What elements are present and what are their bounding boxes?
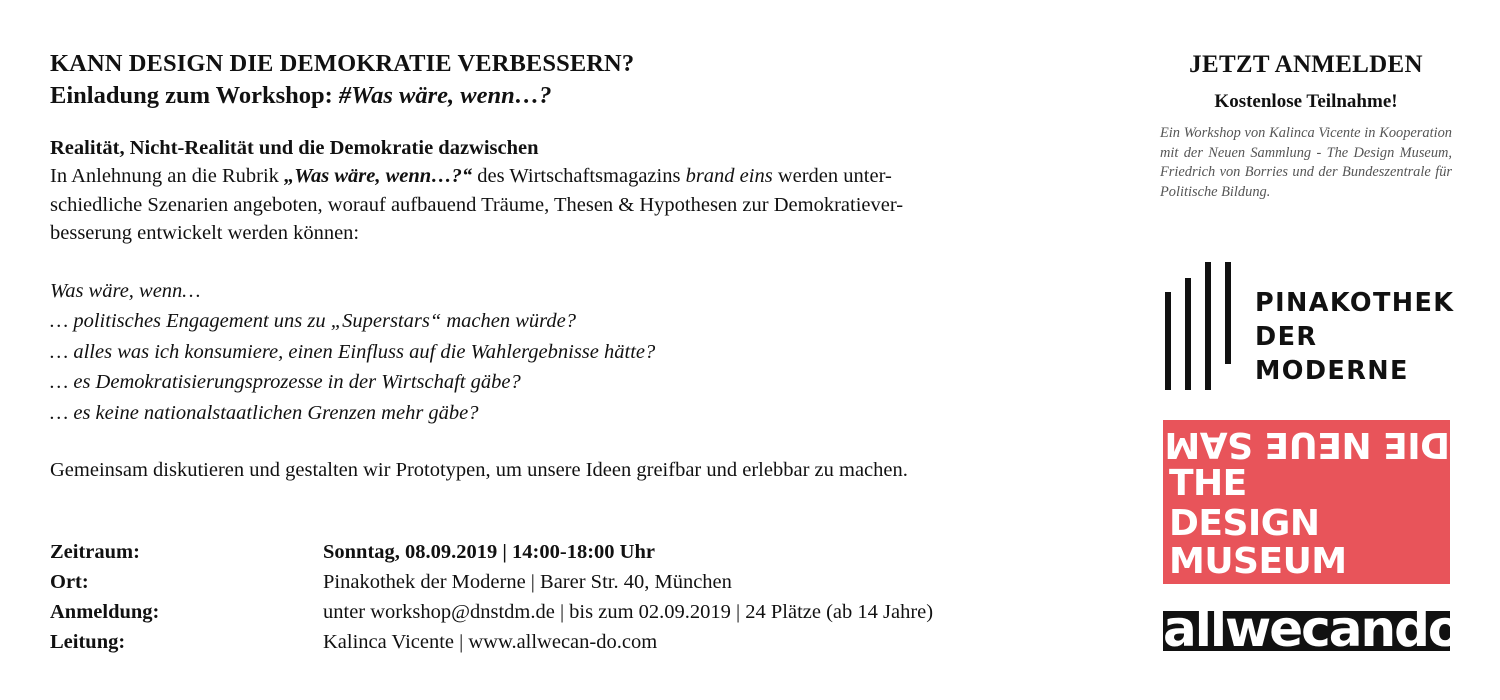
detail-row-location [50,567,1130,597]
page-title: KANN DESIGN DIE DEMOKRATIE VERBESSERN? [50,50,635,77]
intro-heading: Realität, Nicht-Realität und die Demokratie dazwischen [50,137,539,159]
question-item: Was wäre, wenn… [50,279,201,302]
sidebar [1160,48,1452,202]
intro-text: werden unter- [772,165,892,187]
intro-text: In Anlehnung an die Rubrik [50,165,285,187]
detail-label: Anmeldung: [50,601,160,623]
intro-line-3: besserung entwickelt werden können: [50,222,360,244]
cta-title: JETZT ANMELDEN [1189,51,1423,78]
event-details [50,537,1130,657]
intro-paragraph [50,162,1130,248]
neue-upright-line: MUSEUM [1169,541,1347,582]
question-list [50,276,1130,429]
intro-line-1 [50,162,1130,191]
subtitle-hashtag: #Was wäre, wenn…? [338,82,552,109]
pinakothek-logo [1163,262,1453,392]
pinakothek-wordmark [1255,286,1454,388]
pinakothek-line: MODERNE [1255,356,1409,386]
question-item: … alles was ich konsumiere, einen Einfluss auf die Wahlergebnisse hätte? [50,340,656,363]
allwecando-logo [1163,600,1461,658]
detail-label: Ort: [50,571,89,593]
detail-value: Pinakothek der Moderne | Barer Str. 40, München [323,571,732,593]
neue-upright-line: DESIGN [1169,503,1320,544]
intro-text: des Wirtschaftsmagazins [472,165,686,187]
detail-value: Sonntag, 08.09.2019 | 14:00-18:00 Uhr [323,541,655,563]
closing-text: Gemeinsam diskutieren und gestalten wir Prototypen, um unsere Ideen greifbar und erlebbar zu machen. [50,459,908,481]
detail-value: Kalinca Vicente | www.allwecan-do.com [323,631,658,653]
detail-row-host [50,627,1130,657]
detail-row-date [50,537,1130,567]
pinakothek-bars-icon [1163,262,1243,392]
cta-subtitle: Kostenlose Teilnahme! [1214,91,1398,112]
main-content [50,48,1130,484]
detail-label: Leitung: [50,631,126,653]
magazine-name: brand eins [685,165,773,187]
neue-flipped-line: DIE NEUE SAMMLUNG [1021,424,1450,465]
detail-row-registration [50,597,1130,627]
neue-upright-line: THE [1169,463,1247,504]
question-item: … es Demokratisierungsprozesse in der Wirtschaft gäbe? [50,371,521,393]
detail-label: Zeitraum: [50,541,140,563]
allwecando-wordmark: allwecando [1163,600,1461,658]
pinakothek-line: DER [1255,322,1318,352]
neue-sammlung-logo [1021,420,1450,584]
rubric-name: „Was wäre, wenn…?“ [284,165,473,187]
pinakothek-line: PINAKOTHEK [1255,288,1455,318]
page-subtitle [50,80,1130,112]
subtitle-prefix: Einladung zum Workshop: [50,82,339,109]
credit-text: Ein Workshop von Kalinca Vicente in Kooperation mit der Neuen Sammlung - The Design Museum, Friedrich von Borries und der Bundeszentrale für Politische Bildung. [1160,125,1452,200]
intro-line-2: schiedliche Szenarien angeboten, worauf aufbauend Träume, Thesen & Hypothesen zur Demokratiever- [50,193,904,216]
question-item: … es keine nationalstaatlichen Grenzen mehr gäbe? [50,401,479,424]
question-item: … politisches Engagement uns zu „Superstars“ machen würde? [50,310,576,332]
detail-value: unter workshop@dnstdm.de | bis zum 02.09.2019 | 24 Plätze (ab 14 Jahre) [323,601,934,623]
